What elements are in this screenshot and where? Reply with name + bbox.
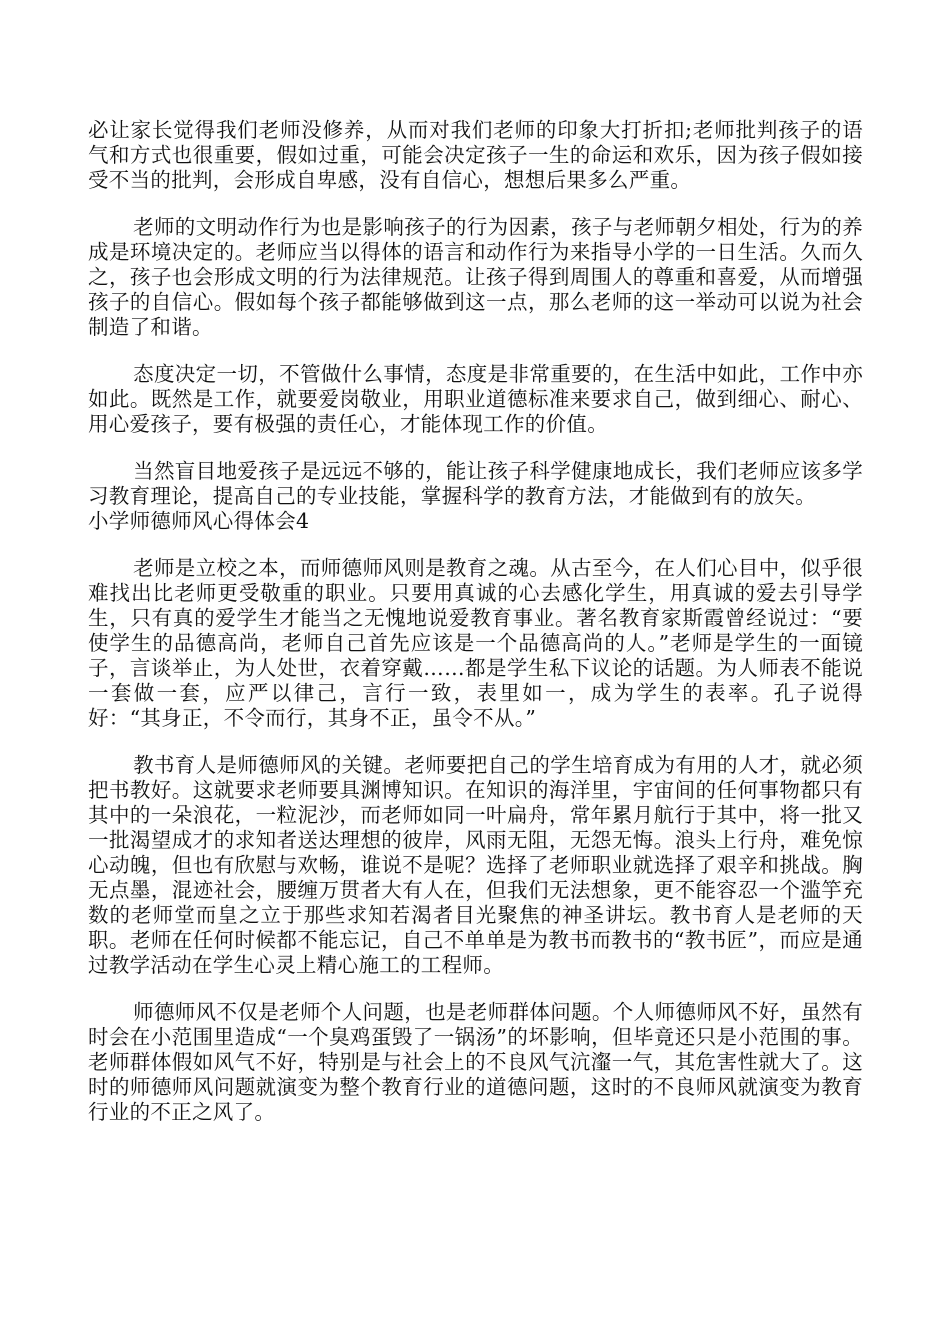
paragraph-3: 态度决定一切，不管做什么事情，态度是非常重要的，在生活中如此，工作中亦如此。既然是工作，就要爱岗敬业，用职业道德标准来要求自己，做到细心、耐心、用心爱孩子，要有极强的责任心，才能体现工作的价值。 — [88, 362, 863, 436]
paragraph-6: 教书育人是师德师风的关键。老师要把自己的学生培育成为有用的人才，就必须把书教好。这就要求老师要具渊博知识。在知识的海洋里，宇宙间的任何事物都只有其中的一朵浪花，一粒泥沙，而老师如同一叶扁舟，常年累月航行于其中，将一批又一批渴望成才的求知者送达理想的彼岸，风雨无阻，无怨无悔。浪头上行舟，难免惊心动魄，但也有欣慰与欢畅，谁说不是呢？选择了老师职业就选择了艰辛和挑战。胸无点墨，混迹社会，腰缠万贯者大有人在，但我们无法想象，更不能容忍一个滥竽充数的老师堂而皇之立于那些求知若渴者目光聚焦的神圣讲坛。教书育人是老师的天职。老师在任何时候都不能忘记，自己不单单是为教书而教书的“教书匠”，而应是通过教学活动在学生心灵上精心施工的工程师。 — [88, 753, 863, 977]
paragraph-1: 必让家长觉得我们老师没修养，从而对我们老师的印象大打折扣;老师批判孩子的语气和方式也很重要，假如过重，可能会决定孩子一生的命运和欢乐，因为孩子假如接受不当的批判，会形成自卑感，没有自信心，想想后果多么严重。 — [88, 118, 863, 192]
paragraph-7: 师德师风不仅是老师个人问题，也是老师群体问题。个人师德师风不好，虽然有时会在小范围里造成“一个臭鸡蛋毁了一锅汤”的坏影响，但毕竟还只是小范围的事。老师群体假如风气不好，特别是与社会上的不良风气沆瀣一气，其危害性就大了。这时的师德师风问题就演变为整个教育行业的道德问题，这时的不良师风就演变为教育行业的不正之风了。 — [88, 1000, 863, 1124]
paragraph-4: 当然盲目地爱孩子是远远不够的，能让孩子科学健康地成长，我们老师应该多学习教育理论，提高自己的专业技能，掌握科学的教育方法，才能做到有的放矢。 — [88, 459, 863, 508]
paragraph-5: 老师是立校之本，而师德师风则是教育之魂。从古至今，在人们心目中，似乎很难找出比老师更受敬重的职业。只要用真诚的心去感化学生，用真诚的爱去引导学生，只有真的爱学生才能当之无愧地说爱教育事业。著名教育家斯霞曾经说过：“要使学生的品德高尚，老师自己首先应该是一个品德高尚的人。”老师是学生的一面镜子，言谈举止，为人处世，衣着穿戴……都是学生私下议论的话题。为人师表不能说一套做一套，应严以律己，言行一致，表里如一，成为学生的表率。孔子说得好：“其身正，不令而行，其身不正，虽令不从。” — [88, 556, 863, 730]
paragraph-2: 老师的文明动作行为也是影响孩子的行为因素，孩子与老师朝夕相处，行为的养成是环境决定的。老师应当以得体的语言和动作行为来指导小学的一日生活。久而久之，孩子也会形成文明的行为法律规范。让孩子得到周围人的尊重和喜爱，从而增强孩子的自信心。假如每个孩子都能够做到这一点，那么老师的这一举动可以说为社会制造了和谐。 — [88, 215, 863, 339]
document-page — [88, 118, 863, 1125]
section-heading: 小学师德师风心得体会4 — [88, 509, 310, 533]
